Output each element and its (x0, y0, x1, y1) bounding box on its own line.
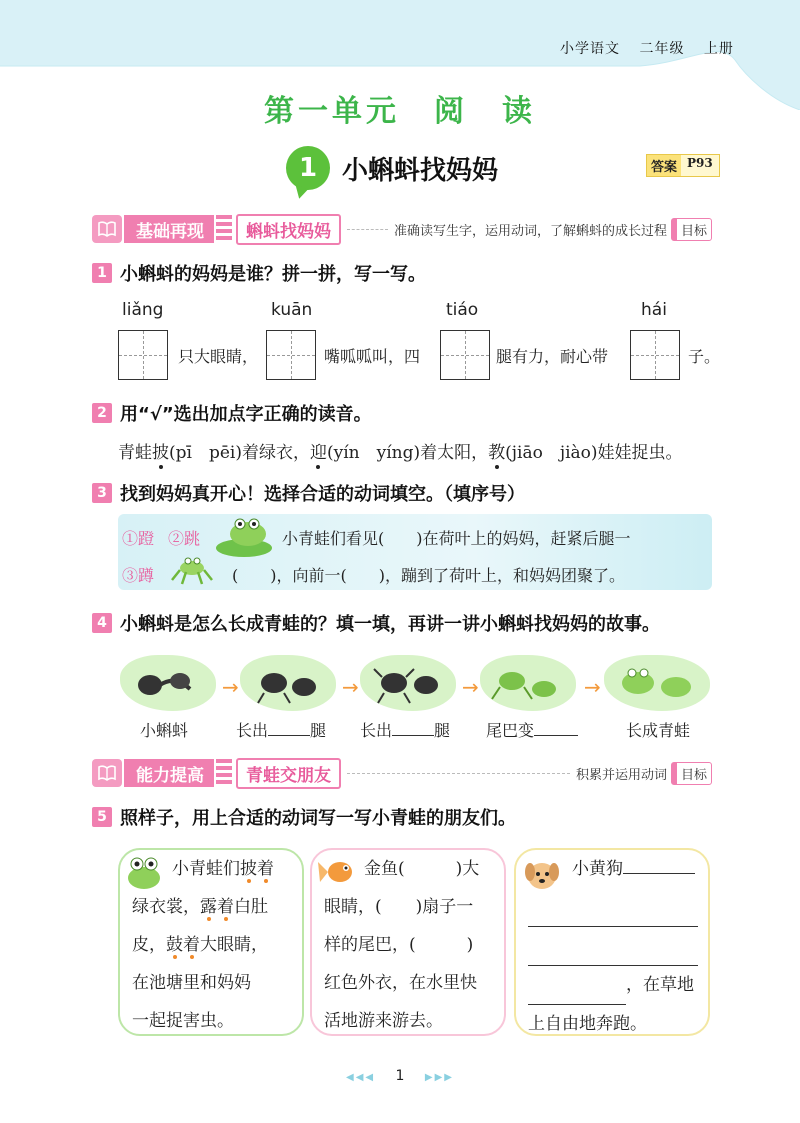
section-goal-text: 准确读写生字，运用动词，了解蝌蚪的成长过程 (393, 223, 667, 239)
question-number: 1 (92, 263, 112, 283)
section-stripes (216, 759, 232, 787)
divider (347, 229, 388, 230)
arrow-right-icon: → (222, 675, 239, 699)
stage-illustration-front-legs (360, 655, 456, 711)
answer-blank[interactable] (534, 735, 578, 736)
stage-label: 长出 腿 (236, 721, 327, 740)
stage-label: 小蝌蚪 (140, 721, 189, 740)
goal-label: 目标 (671, 218, 712, 241)
question-4 (92, 610, 660, 636)
divider (347, 773, 570, 774)
writing-grid-box[interactable] (630, 330, 680, 380)
exercise-text: 金鱼( )大 眼睛，( )扇子一 样的尾巴，( ) 红色外衣，在水里快 活地游来游去。 (324, 859, 480, 1031)
stage-illustration-hind-legs (240, 655, 336, 711)
writing-grid-box[interactable] (440, 330, 490, 380)
arrow-right-icon: → (342, 675, 359, 699)
fill-in-line-1: 小青蛙们看见( )在荷叶上的妈妈，赶紧后腿一 (282, 529, 631, 548)
page-number: 1 (395, 1068, 405, 1084)
dotted-char: 披 (152, 443, 169, 463)
book-icon (92, 759, 122, 787)
question-5 (92, 804, 516, 830)
jumping-frog-illustration (170, 552, 214, 586)
dotted-char: 迎 (309, 443, 327, 463)
answer-blank[interactable] (623, 873, 695, 874)
question-number: 3 (92, 483, 112, 503)
pinyin-options[interactable]: (jiāo jiào) (505, 443, 598, 463)
book-icon (92, 215, 122, 243)
question-text: 小蝌蚪是怎么长成青蛙的？填一填，再讲一讲小蝌蚪找妈妈的故事。 (120, 614, 660, 635)
answer-label: 答案 (647, 155, 681, 176)
writing-grid-box[interactable] (266, 330, 316, 380)
pinyin-label: kuān (271, 300, 313, 320)
example-text: 小青蛙们披着 绿衣裳，露着白肚 皮，鼓着大眼睛， 在池塘里和妈妈 一起捉害虫。 (132, 859, 274, 1031)
pinyin-label: hái (641, 300, 667, 320)
writing-grid-box[interactable] (118, 330, 168, 380)
question-number: 5 (92, 807, 112, 827)
exercise-text: 小黄狗 ，在草地 上自由地奔跑。 (528, 850, 698, 1043)
frog-on-lily-pad-illustration (214, 514, 276, 558)
question-text: 找到妈妈真开心！选择合适的动词填空。（填序号） (120, 484, 525, 505)
goal-label: 目标 (671, 762, 712, 785)
section-bar-advanced (92, 758, 712, 788)
section-stripes (216, 215, 232, 243)
sentence-segment: 只大眼睛， (178, 347, 259, 366)
sentence-segment: 腿有力，耐心带 (496, 347, 609, 366)
volume-label: 上册 (703, 41, 734, 57)
example-card-frog (118, 848, 304, 1036)
text: 着太阳， (420, 443, 489, 463)
stage-label: 尾巴变 (486, 718, 578, 741)
answer-page: P93 (681, 155, 719, 176)
answer-blank[interactable] (528, 888, 698, 927)
answer-reference (646, 154, 720, 177)
section-subtitle: 青蛙交朋友 (236, 758, 341, 789)
sentence-segment: 子。 (688, 347, 721, 366)
pinyin-options[interactable]: (yín yíng) (326, 443, 421, 463)
lesson-number-badge: 1 (286, 146, 330, 190)
pinyin-options[interactable]: (pī pēi) (169, 443, 242, 463)
dotted-verb: 鼓 (166, 935, 183, 955)
exercise-card-goldfish (310, 848, 506, 1036)
stage-label: 长出 腿 (360, 721, 451, 740)
question-2 (92, 400, 372, 426)
left-arrows-icon: ◀◀◀ (346, 1072, 376, 1083)
unit-title: 第一单元 阅 读 (264, 94, 536, 129)
verb-option: ①蹬 (122, 529, 155, 548)
grade-label: 二年级 (639, 41, 685, 57)
reading-choice-line (118, 438, 683, 463)
answer-blank[interactable] (528, 927, 698, 966)
dotted-verb: 露 (200, 897, 217, 917)
subject-label: 小学语文 (560, 41, 620, 57)
question-text: 小蝌蚪的妈妈是谁？拼一拼，写一写。 (120, 264, 426, 285)
question-number: 2 (92, 403, 112, 423)
section-goal-text: 积累并运用动词 (575, 767, 667, 783)
arrow-right-icon: → (462, 675, 479, 699)
right-arrows-icon: ▶▶▶ (424, 1072, 454, 1083)
answer-blank[interactable] (268, 735, 310, 736)
section-subtitle: 蝌蚪找妈妈 (236, 214, 341, 245)
book-info (560, 38, 748, 58)
question-3 (92, 480, 525, 506)
stage-label: 长成青蛙 (626, 721, 691, 740)
lesson-heading (286, 146, 498, 190)
text: 着绿衣， (241, 443, 310, 463)
section-bar-basic (92, 214, 712, 244)
section-title: 能力提高 (124, 759, 214, 787)
text: 娃娃捉虫。 (597, 443, 683, 463)
answer-blank[interactable] (528, 966, 626, 1005)
question-1 (92, 260, 426, 286)
page-footer (0, 1068, 800, 1084)
sentence-segment: 嘴呱呱叫，四 (324, 347, 421, 366)
lesson-title: 小蝌蚪找妈妈 (342, 155, 499, 186)
section-title: 基础再现 (124, 215, 214, 243)
stage-illustration-tail-shrinking (480, 655, 576, 711)
question-text: 用“√”选出加点字正确的读音。 (120, 404, 372, 425)
text: 青蛙 (118, 443, 152, 463)
pinyin-label: tiáo (446, 300, 479, 320)
stage-illustration-frog (604, 655, 710, 711)
dotted-verb: 披 (240, 859, 257, 879)
question-number: 4 (92, 613, 112, 633)
fill-in-line-2: ( )，向前一( )，蹦到了荷叶上，和妈妈团聚了。 (232, 566, 625, 585)
verb-option: ②跳 (168, 529, 201, 548)
exercise-card-dog (514, 848, 710, 1036)
verb-option: ③蹲 (122, 566, 155, 585)
dotted-char: 教 (488, 443, 506, 463)
pinyin-label: liǎng (122, 300, 164, 320)
question-text: 照样子，用上合适的动词写一写小青蛙的朋友们。 (120, 808, 516, 829)
arrow-right-icon: → (584, 675, 601, 699)
answer-blank[interactable] (392, 735, 434, 736)
stage-illustration-tadpole (120, 655, 216, 711)
